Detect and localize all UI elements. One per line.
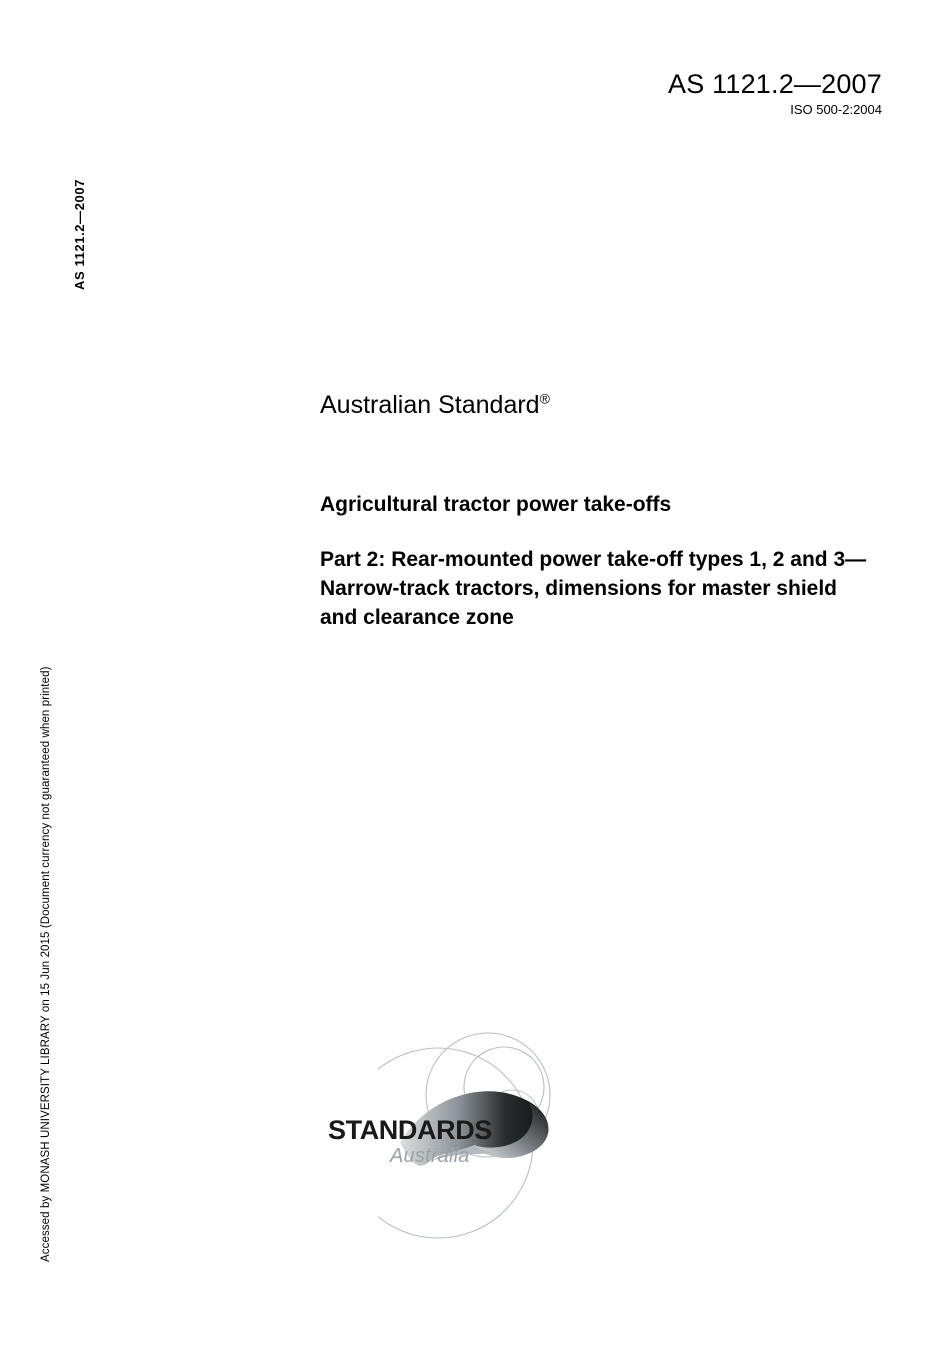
series-title bbox=[320, 390, 880, 420]
series-title-text: Australian Standard bbox=[320, 391, 540, 419]
access-note: Accessed by MONASH UNIVERSITY LIBRARY on 15 Jun 2015 (Document currency not guaranteed when printed) bbox=[40, 666, 52, 1262]
logo-wordmark bbox=[328, 1117, 558, 1166]
logo-block bbox=[318, 975, 618, 1275]
logo-wordmark-primary: STANDARDS bbox=[328, 1115, 492, 1145]
standard-number: AS 1121.2—2007 bbox=[668, 69, 882, 99]
standard-identifier-block bbox=[668, 70, 882, 118]
side-standard-number: AS 1121.2—2007 bbox=[72, 178, 87, 290]
iso-number: ISO 500-2:2004 bbox=[790, 102, 882, 118]
document-title: Agricultural tractor power take-offs bbox=[320, 493, 672, 516]
logo-wordmark-secondary: Australia bbox=[390, 1145, 470, 1167]
registered-trademark-symbol: ® bbox=[539, 390, 550, 407]
cover-title-block bbox=[320, 390, 880, 633]
document-subtitle: Part 2: Rear-mounted power take-off types 1, 2 and 3—Narrow-track tractors, dimensions for master shield and clearance zone bbox=[320, 548, 867, 630]
